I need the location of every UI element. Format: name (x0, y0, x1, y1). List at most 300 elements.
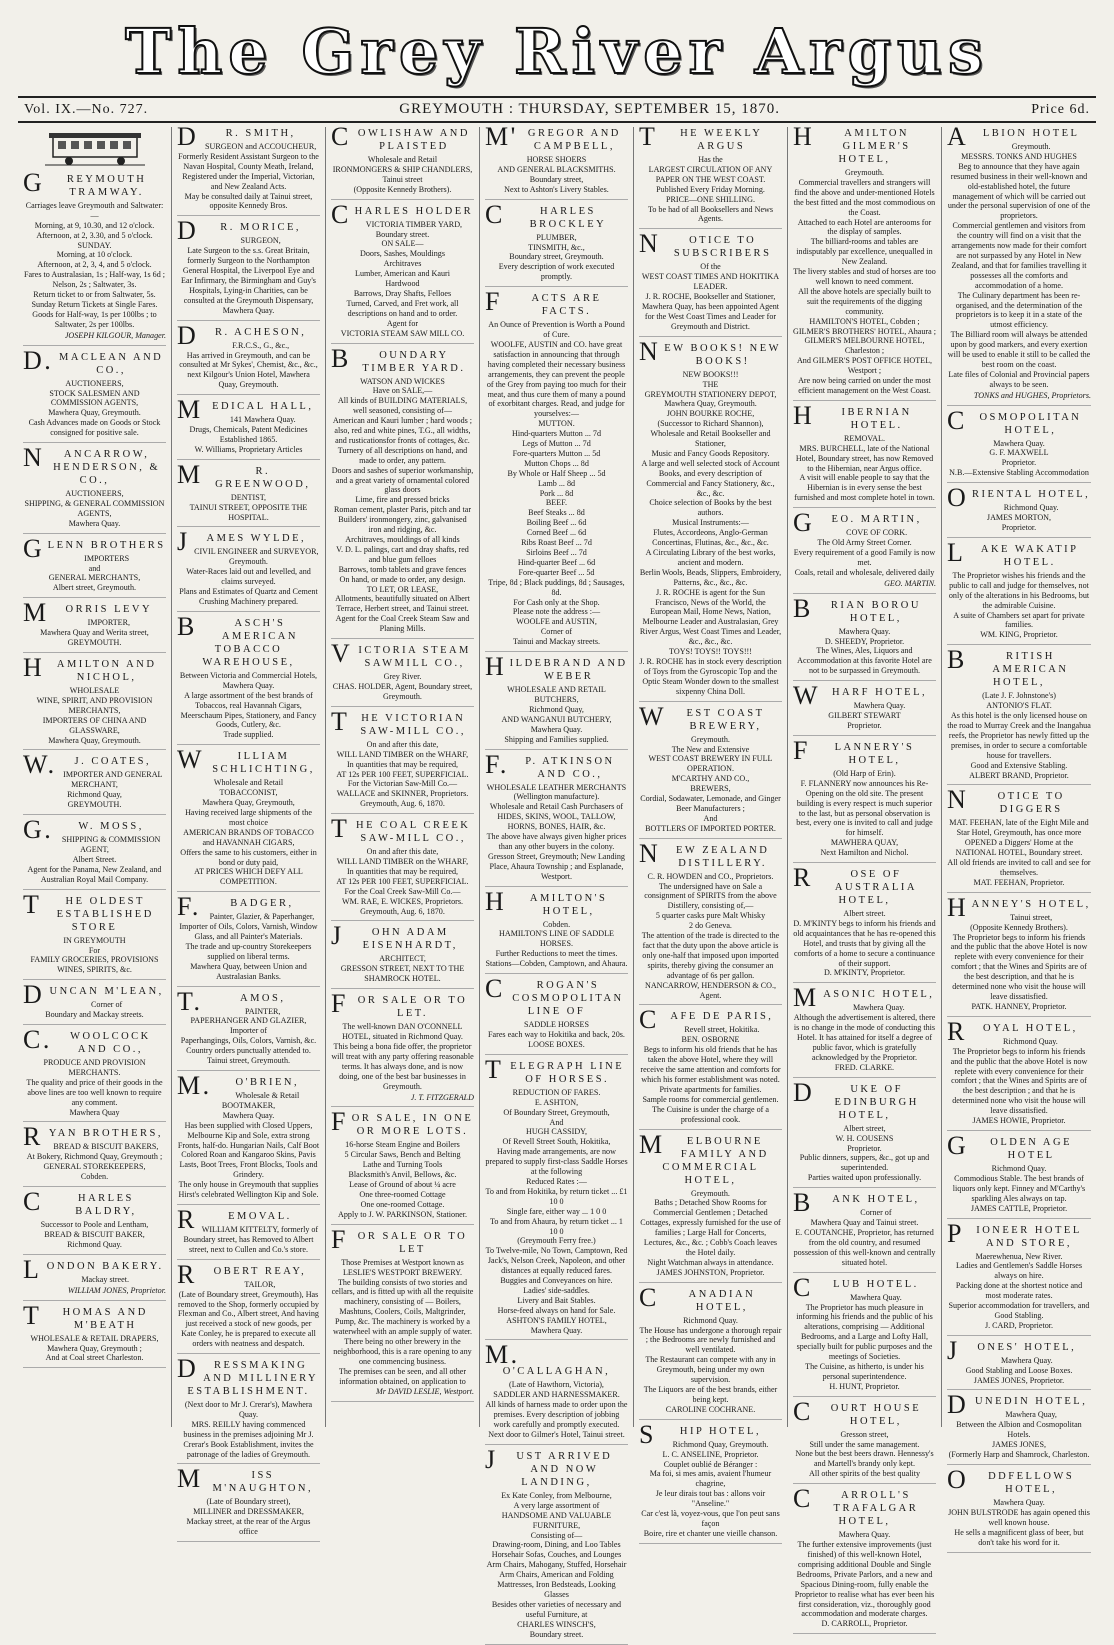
advertisement-heading: THE VICTORIAN SAW-MILL CO., (331, 706, 467, 737)
advertisement-heading: FLANNERY'S HOTEL, (793, 735, 915, 766)
advertisement (793, 863, 936, 983)
advertisement-line: WALLACE and SKINNER, Proprietors. (336, 789, 469, 799)
advertisement-line: IRONMONGERS & SHIP CHANDLERS, (332, 164, 473, 174)
advertisement-line: On and after this date, (366, 739, 439, 749)
advertisement-line: American and Kauri lumber ; hard woods ; also, red and white pines, T.G., all widths, and rusticationsfor fronts of cottages, &c. (332, 416, 473, 445)
advertisement-line: The New and Extensive (671, 744, 750, 754)
advertisement-line: PATK. HANNEY, Proprietor. (971, 1001, 1067, 1011)
advertisement-line: AMERICAN BRANDS OF TOBACCO and HAVANNAH CIGARS, (183, 827, 314, 847)
advertisement-line: To Twelve-mile, No Town, Camptown, Red Jack's, Nelson Creek, Napoleon, and other distances at equally reduced fares. (485, 1246, 628, 1276)
advertisement-line: On hand, or made to order, any design. (339, 574, 466, 584)
advertisement-line: F.R.C.S., G., &c., (232, 340, 290, 350)
advertisement-line: Fore-quarter Beef ... 5d (518, 567, 595, 577)
advertisement-heading: GEO. MARTIN, (793, 508, 922, 538)
advertisement-line: Plans and Estimates of Quartz and Cement Crushing Machinery prepared. (179, 587, 318, 606)
advertisement-heading: DR. MORICE, (177, 216, 301, 246)
advertisement-line: SHIPPING & COMMISSION AGENT, (61, 835, 161, 854)
advertisement-line: None but the best beers drawn. Hennessy's and Martell's brandy only kept. (795, 1449, 934, 1469)
advertisement-line: VICTORIA TIMBER YARD, (365, 219, 463, 229)
advertisement-line: MAT. FEEHAN, Proprietor. (973, 877, 1065, 887)
advertisement-line: One three-roomed Cottage (359, 1189, 446, 1199)
advertisement-line: Further Reductions to meet the times. (495, 949, 618, 959)
advertisement-line: Choice selection of Books by the best authors. (649, 498, 772, 518)
column-1 (18, 127, 172, 1427)
advertisement-line: Arm Chairs, American and Folding (499, 1570, 614, 1580)
advertisement-line: Mawhera Quay. (838, 1530, 891, 1540)
advertisement-heading: NEW ZEALAND DISTILLERY. (639, 838, 770, 869)
advertisement (793, 1077, 936, 1188)
advertisement-heading: HANNEY'S HOTEL, (947, 892, 1091, 922)
advertisement-line: and (88, 563, 101, 573)
advertisement-line: (Late of Hawthorn, Victoria), (509, 1380, 604, 1390)
advertisement-line: Mawhera Quay, Greymouth ; (47, 1343, 142, 1353)
advertisement-line: TAILOR, (244, 1279, 276, 1289)
advertisement-line: Fares each way to Hokitika and back, 20s. (488, 1030, 625, 1039)
advertisement-line: Still under the same management. (809, 1439, 920, 1449)
advertisement-line: Richmond Quay. (67, 1239, 122, 1249)
advertisement-signature: TONKS and HUGHES, Proprietors. (973, 390, 1091, 400)
advertisement-line: PAINTER, (245, 1006, 281, 1016)
advertisement (793, 681, 936, 736)
advertisement-line: BREWERS, (690, 784, 731, 794)
advertisement-line: Consisting of— (530, 1530, 583, 1540)
column-6 (788, 122, 942, 1629)
advertisement (177, 459, 320, 528)
advertisement-line: TOYS! TOYS!! TOYS!!! (669, 647, 752, 657)
advertisement-heading: COSMOPOLITAN HOTEL, (947, 405, 1082, 436)
advertisement-heading: WHARF HOTEL, (793, 681, 928, 711)
advertisement-heading: ROSE OF AUSTRALIA HOTEL, (793, 863, 917, 907)
advertisement-heading: HAMILTON GILMER'S HOTEL, (793, 122, 911, 165)
advertisement-line: Public dinners, suppers, &c., got up and superintended. (799, 1153, 930, 1173)
advertisement-heading: VICTORIA STEAM SAWMILL CO., (331, 639, 471, 670)
advertisement-line: The Wines, Ales, Liquors and Accommodation at this favorite Hotel are not to be surpassed in Greymouth. (797, 646, 932, 676)
advertisement-heading: CARROLL'S TRAFALGAR HOTEL, (793, 1484, 919, 1528)
advertisement-line: NANCARROW, HENDERSON & CO., Agent. (644, 980, 776, 1000)
advertisement-line: In quantities that may be required, (346, 866, 459, 876)
advertisement (23, 980, 166, 1025)
advertisement-heading: COWLISHAW AND PLAISTED (331, 122, 470, 152)
advertisement-line: Proprietor. (847, 720, 882, 730)
advertisement-line: WATSON AND WICKES (360, 376, 445, 386)
advertisement-line: 141 Mawhera Quay. (229, 415, 296, 425)
advertisement-line: MAWHERA QUAY, (830, 838, 899, 848)
advertisement-line: Of Revell Street South, Hokitika, (502, 1137, 611, 1147)
advertisement-line: Mawhera Quay. (530, 724, 583, 734)
advertisement (485, 1340, 628, 1444)
advertisement-heading: COURT HOUSE HOTEL, (793, 1396, 922, 1427)
advertisement (331, 989, 474, 1107)
advertisement-heading: THE WEEKLY ARGUS (639, 122, 763, 152)
advertisement-heading: ORIENTAL HOTEL, (947, 483, 1091, 513)
advertisement-line: 2 do Geneva. (689, 921, 732, 931)
advertisement-line: ON SALE— (381, 239, 424, 249)
advertisement-line: AUCTIONEERS, (65, 489, 124, 499)
advertisement-heading: CHARLES BROCKLEY (485, 199, 607, 230)
advertisement-line: GRESSON STREET, NEXT TO THE SHAMROCK HOTEL. (340, 964, 465, 984)
place-date: GREYMOUTH : THURSDAY, SEPTEMBER 15, 1870. (399, 101, 781, 117)
advertisement-line: AUCTIONEERS, (65, 378, 124, 388)
advertisement-heading: HAMILTON AND NICHOL, (23, 653, 157, 683)
advertisement-line: Hind-quarter Beef ... 6d (517, 557, 596, 567)
advertisement-line: For the Victorian Saw-Mill Co.— (347, 779, 458, 789)
advertisement (947, 1218, 1091, 1336)
advertisement-line: Paperhangings, Oils, Colors, Varnish, &c. (180, 1036, 317, 1046)
advertisement-line: W. Williams, Proprietary Articles (194, 444, 303, 454)
advertisement (947, 537, 1091, 645)
advertisement-line: WHOLESALE & RETAIL DRAPERS, (30, 1333, 159, 1343)
advertisement-line: Wholesale and Retail Cash Purchasers of (489, 802, 624, 812)
advertisement (639, 229, 782, 336)
advertisement (177, 986, 320, 1071)
advertisement (947, 785, 1091, 892)
advertisement-line: Lathe and Turning Tools (362, 1160, 443, 1170)
advertisement (23, 598, 166, 653)
advertisement-line: A visit will enable people to say that the Hibernian is in every sense the best furnished and most complete hotel in town. (794, 473, 935, 503)
advertisement-line: ANTONIO'S FLAT. (986, 701, 1052, 711)
advertisement-line: Importer of Oils, Colors, Varnish, Window Glass, and all Painter's Materials. (179, 922, 318, 942)
advertisement-line: Are now being carried on under the most efficient management on the West Coast. (798, 376, 931, 395)
advertisement-line: Flutes, Accordeons, Anglo-German Concertinas, Flutinas, &c., &c., &c. (652, 528, 769, 548)
advertisement-line: Ladies and Gentlemen's Saddle Horses always on hire. (956, 1261, 1082, 1281)
advertisement-heading: NANCARROW, HENDERSON, & CO., (23, 443, 161, 487)
advertisement-line: Has the (698, 155, 723, 164)
advertisement-line: Berlin Wools, Beads, Slippers, Embroidery, Patterns, &c., &c., &c. (639, 567, 782, 587)
advertisement-line: Lamb ... 8d (537, 478, 576, 488)
advertisement-line: GREYMOUTH STATIONERY DEPOT, (644, 389, 777, 399)
advertisement-line: WILL LAND TIMBER on the WHARF, (336, 857, 469, 867)
advertisement-line: Doors and sashes of superior workmanship, and a great variety of ornamental colored glass doors (331, 465, 474, 495)
advertisement-heading: F.BADGER, (177, 892, 294, 922)
advertisement-line: Afternoon, at 2, 3.30, and 5 o'clock. (36, 230, 153, 240)
advertisement-line: Successor to Poole and Lentham, (40, 1220, 149, 1230)
advertisement-line: J. R. ROCHE has in stock every description of Toys from the Gyroscopic Top and the Optic Steam Wonder down to the smallest sixpenny China Doll. (639, 656, 782, 696)
advertisement-heading: ROBERT REAY, (177, 1259, 307, 1289)
advertisement-line: AND GENERAL BLACKSMITHS. (497, 164, 616, 174)
advertisement-heading: DRESSMAKING AND MILLINERY ESTABLISHMENT. (177, 1354, 319, 1398)
advertisement (793, 983, 936, 1077)
advertisement-line: Country orders punctually attended to. (186, 1046, 311, 1056)
advertisement-line: CIVIL ENGINEER and SURVEYOR, (194, 547, 319, 557)
advertisement-line: Drugs, Chemicals, Patent Medicines (189, 425, 308, 435)
advertisement-line: Doors, Sashes, Mouldings (360, 249, 445, 259)
advertisement-heading: ALBION HOTEL (947, 122, 1080, 151)
advertisement-line: The attention of the trade is directed to the fact that the duty upon the above article is only one-half that imposed upon imported spirits, thereby giving the consumer an advantage of 6s per gallon. (641, 931, 780, 980)
advertisement-heading: MASONIC HOTEL, (793, 983, 935, 1013)
advertisement-line: IMPORTERS OF CHINA AND GLASSWARE, (42, 715, 147, 735)
advertisement-line: Sunday Return Tickets at Single Fares. (31, 299, 158, 309)
advertisement (947, 405, 1091, 484)
advertisement (639, 1129, 782, 1283)
advertisement-line: Stations—Cobden, Camptown, and Ahaura. (485, 959, 628, 969)
advertisement (485, 974, 628, 1055)
advertisement-line: HUGH CASSIDY, (525, 1127, 587, 1137)
advertisement (331, 122, 474, 200)
advertisement-line: Roman cement, plaster Paris, pitch and tar (333, 505, 472, 515)
advertisement-line: The Cuisine, as hitherto, is under his personal superintendence. (805, 1361, 924, 1381)
advertisement (331, 706, 474, 814)
advertisement-line: D. CARROLL, Proprietor. (821, 1619, 908, 1629)
advertisement-line: Besides other varieties of necessary and useful Furniture, at (491, 1599, 622, 1619)
advertisement-line: Between the Albion and Cosmopolitan Hotels. (956, 1420, 1082, 1440)
advertisement-line: NEW BOOKS!!! (682, 369, 739, 379)
advertisement-heading: WEST COAST BREWERY, (639, 701, 765, 732)
advertisement-line: Greymouth. (229, 557, 268, 567)
advertisement-line: Mawhera Quay. (850, 1292, 902, 1302)
advertisement-line: Barrows, Dray Shafts, Felloes (353, 288, 452, 298)
advertisement-line: A very large assortment of (513, 1500, 600, 1510)
advertisement-line: Mawhera Quay, Greymouth, (202, 798, 295, 808)
advertisement-line: L. C. ANSELINE, Proprietor. (662, 1449, 759, 1459)
advertisement-heading: WILLIAM SCHLICHTING, (177, 745, 315, 776)
advertisement-line: GENERAL STOREKEEPERS, (43, 1162, 146, 1172)
advertisement-line: Boundary street. (529, 1629, 584, 1639)
advertisement-line: Single fare, either way ... 1 0 0 (506, 1206, 607, 1216)
advertisement-line: Good and Extensive Stabling. (970, 760, 1068, 770)
advertisement-line: Ma foi, si mes amis, avaient l'humeur chagrine, (649, 1469, 772, 1489)
advertisement-signature: J. T. FITZGERALD (410, 1092, 474, 1102)
advertisement-line: Wholesale and Retail (367, 155, 438, 164)
advertisement-line: Having received large shipments of the most choice (185, 807, 312, 827)
advertisement-line: Albert street, (843, 1123, 886, 1133)
advertisement-line: GILMER'S MELBOURNE HOTEL, Charleston ; (804, 336, 925, 356)
advertisement-line: Morning, at 9, 10.30, and 12 o'clock. (34, 220, 155, 230)
advertisement-line: Morning, at 10 o'clock. (56, 250, 133, 260)
advertisement-line: 16-horse Steam Engine and Boilers (345, 1140, 460, 1150)
advertisement-line: Turnery of all descriptions on hand, and made to order, any pattern. (337, 445, 468, 465)
advertisement-line: Musical Instruments:— (672, 518, 749, 528)
advertisement-line: CHARLES WINSCH'S, (517, 1619, 596, 1629)
advertisement (23, 1025, 166, 1122)
advertisement-line: D. M'KINTY, Proprietor. (823, 968, 906, 978)
advertisement (947, 1016, 1091, 1131)
advertisement-line: Agent for the Panama, New Zealand, and Australian Royal Mail Company. (27, 864, 162, 884)
advertisement-line: The Proprietor begs to inform his friends and the public that the above Hotel is now replete with every convenience for their comfort ; that the Wines and Spirits are of the best description ; and that he is determined none who visit the house will leave dissatisfied. (950, 1046, 1088, 1116)
advertisement (23, 750, 166, 815)
advertisement-line: Boundary and Mackay streets. (45, 1010, 144, 1020)
advertisement (485, 287, 628, 652)
advertisement-line: Hardwood (385, 279, 420, 289)
advertisement-heading: MELBOURNE FAMILY AND COMMERCIAL HOTEL, (639, 1129, 769, 1186)
advertisement-line: The Cuisine is under the charge of a professional cook. (652, 1104, 769, 1124)
advertisement (177, 216, 320, 320)
advertisement-line: Greymouth, Aug. 6, 1870. (360, 799, 445, 809)
advertisement-line: BREAD & BISCUIT BAKERS, (53, 1142, 159, 1152)
advertisement-heading: F.P. ATKINSON AND CO., (485, 749, 615, 780)
advertisement-line: G. F. MAXWELL (989, 448, 1049, 458)
advertisement-heading: JAMES WYLDE, (177, 527, 307, 557)
advertisement-line: For the Coal Creek Saw-Mill Co.— (344, 886, 461, 896)
advertisement-line: Tainui street (382, 174, 423, 184)
advertisement-line: Mawhera Quay, Greymouth. (664, 399, 757, 409)
advertisement-line: Corner of (91, 1000, 123, 1010)
advertisement-line: Lumber, American and Kauri (355, 269, 450, 279)
advertisement-line: Legs of Mutton ... 7d (522, 439, 591, 449)
advertisement-line: Commercial travellers and strangers will find the above and under-mentioned Hotels the best fitted and the most commodious on the Coast. (793, 177, 936, 217)
advertisement-heading: BRITISH AMERICAN HOTEL, (947, 645, 1069, 689)
advertisement (485, 1444, 628, 1645)
advertisement-line: Offers the same to his customers, either in bond or duty paid, (180, 847, 317, 867)
advertisement-line: For (88, 945, 101, 955)
advertisement (331, 639, 474, 707)
advertisement-line: Mawhera Quay, Greymouth. (48, 408, 141, 418)
advertisement-line: Between Victoria and Commercial Hotels, Mawhera Quay. (179, 670, 318, 690)
advertisement-heading: JONES' HOTEL, (947, 1335, 1077, 1365)
newspaper-title: The Grey River Argus (125, 14, 989, 88)
advertisement-line: CAROLINE COCHRANE. (665, 1404, 756, 1414)
advertisement-line: Horse-feed always on hand for Sale. (497, 1305, 616, 1315)
advertisement-heading: T.AMOS, (177, 986, 286, 1016)
advertisement-heading: M.O'BRIEN, (177, 1071, 300, 1100)
advertisement (793, 400, 936, 508)
advertisement-heading: FOR SALE OR TO LET (331, 1224, 468, 1255)
advertisement-line: A Circulating Library of the best works, ancient and modern. (645, 548, 776, 567)
advertisement-line: MERCHANTS. (68, 1067, 121, 1077)
advertisement-line: Mawhera Quay, (1005, 1410, 1057, 1420)
column-4 (480, 122, 634, 1639)
advertisement (177, 1204, 320, 1260)
advertisement-line: Mawhera Quay. (1001, 1355, 1053, 1365)
column-7 (942, 122, 1096, 1547)
advertisement (793, 122, 936, 401)
advertisement-line: MAT. FEEHAN, late of the Eight Mile and Star Hotel, Greymouth, has once more OPENED a Diggers' Home at the NATIONAL HOTEL, Boundary street. (949, 818, 1089, 858)
advertisement (177, 745, 320, 892)
advertisement (23, 889, 166, 981)
tram-car-icon (45, 129, 145, 167)
advertisement-line: Mawhera Quay. (853, 701, 906, 711)
advertisement-line: Greymouth. (845, 168, 884, 177)
advertisement-line: Builders' ironmongery, zinc, galvanised iron and ridging, &c. (338, 515, 467, 535)
advertisement-line: LESLIE'S WESTPORT BREWERY. (342, 1267, 463, 1277)
advertisement (639, 336, 782, 702)
advertisement-line: Water-Races laid out and levelled, and claims surveyed. (186, 567, 311, 587)
advertisement-heading: DUNCAN M'LEAN, (23, 980, 164, 1010)
advertisement-line: HAMILTON'S LINE OF SADDLE HORSES. (499, 929, 614, 949)
advertisement-line: The Proprietor begs to inform his friends and the public that the above Hotel is now replete with every convenience for their comfort ; that the Wines and Spirits are of the best description, and that he is determined none who visit the house will leave dissatisfied. (950, 932, 1088, 1001)
advertisement-line: Baths ; Detached Show Rooms for Commercial Gentlemen ; Detached Cottages, expressly furnished for the use of families ; Large Hall for Concerts, Lectures, &c., &c. ; Cobb's Coach leaves the Hotel daily. (640, 1198, 781, 1257)
advertisement-line: SUNDAY. (77, 240, 112, 250)
advertisement (177, 892, 320, 986)
advertisement-line: Tainui street, Greymouth. (206, 1056, 291, 1066)
advertisement (485, 652, 628, 749)
advertisement-line: REDUCTION OF FARES. (512, 1087, 601, 1097)
advertisement-line: JAMES MORTON, (986, 513, 1052, 523)
advertisement-columns (18, 122, 1096, 1639)
advertisement-line: SHIPPING, & GENERAL COMMISSION AGENTS, (24, 498, 165, 518)
advertisement-line: Goods for Half-way, 1s per 100lbs ; to Saltwater, 2s per 100lbs. (32, 309, 157, 329)
advertisement (177, 122, 320, 216)
advertisement (485, 199, 628, 288)
advertisement-line: Horsehair Sofas, Couches, and Lounges (491, 1550, 622, 1560)
advertisement (177, 1464, 320, 1542)
advertisement-line: ARCHITECT, (379, 954, 426, 964)
advertisement-signature: Mr DAVID LESLIE, Westport. (376, 1387, 474, 1397)
advertisement-line: Next Hamilton and Nichol. (820, 848, 909, 858)
advertisement (23, 1122, 166, 1187)
advertisement-line: Wholesale and Retail (213, 778, 284, 788)
advertisement-line: (Next door to Mr J. Crerar's), Mawhera Quay. (184, 1400, 313, 1419)
advertisement-heading: LAKE WAKATIP HOTEL. (947, 537, 1079, 568)
advertisement-line: HIDES, SKINS, WOOL, TALLOW, HORNS, BONES, HAIR, &c. (497, 812, 616, 832)
advertisement-signature: GEO. MARTIN. (884, 578, 936, 588)
advertisement-line: Mawhera Quay and Werita street, (40, 628, 149, 638)
advertisement-line: BEEF. (545, 498, 568, 508)
column-5 (634, 122, 788, 1538)
advertisement (793, 1396, 936, 1485)
advertisement-line: Of the (700, 262, 721, 272)
advertisement-line: The Liquors are of the best brands, either being kept. (643, 1385, 778, 1404)
advertisement-line: To and from Ahaura, by return ticket ... 1 10 0 (490, 1216, 623, 1236)
advertisement-line: Although the advertisement is altered, there is no change in the mode of conducting this Hotel. It has attained for itself a degree of public favor, which is gratefully acknowledged by the Proprietor. (793, 1013, 936, 1062)
advertisement (331, 343, 474, 640)
advertisement-heading: D.MACLEAN AND CO., (23, 345, 164, 376)
advertisement (793, 1188, 936, 1272)
advertisement-line: Tainui and Mackay streets. (512, 637, 601, 647)
advertisement-line: Richmond Quay. (991, 1163, 1047, 1173)
advertisement-line: IMPORTER, (87, 618, 131, 628)
advertisement-line: At Bokery, Richmond Quay, Greymouth ; (26, 1152, 163, 1162)
advertisement-line: The quality and price of their goods in the above lines are too well known to require any comment. (26, 1077, 163, 1107)
advertisement-heading: CLUB HOTEL. (793, 1272, 919, 1302)
advertisement-line: The House has undergone a thorough repair ; the Bedrooms are newly furnished and well ventilated. (639, 1325, 782, 1355)
advertisement (947, 1335, 1091, 1391)
advertisement-line: CHAS. HOLDER, Agent, Boundary street, Greymouth. (332, 681, 473, 701)
advertisement-line: (Successor to Richard Shannon), (657, 419, 764, 429)
advertisement-line: Arm Chairs, Mahogany, Stuffed, Horsehair (486, 1560, 627, 1570)
advertisement (793, 735, 936, 863)
advertisement-line: IMPORTERS (84, 553, 130, 563)
advertisement-line: Corner of (540, 627, 573, 637)
advertisement-line: As this hotel is the only licensed house on the road to Murray Creek and the Inangahua reefs, the Proprietor has newly fitted up the premises, in order to secure a comfortable house for travellers. (947, 711, 1091, 760)
advertisement-line: Beef Steaks ... 8d (528, 508, 585, 518)
advertisement-line: The further extensive improvements (just finished) of this well-known Hotel, comprising additional Double and Single Bedrooms, Private Parlors, and a new and Spacious Dining-room, fully enable the Proprietor to realise what has ever been his first consideration, viz., thoroughly good accommodation and moderate charges. (794, 1540, 935, 1619)
advertisement-line: N.B.—Extensive Stabling Accommodation (949, 468, 1089, 478)
advertisement-line: Greymouth. (1011, 142, 1051, 151)
advertisement (947, 1390, 1091, 1465)
advertisement-heading: C.WOOLCOCK AND CO., (23, 1025, 151, 1056)
advertisement-heading: THOMAS AND M'BEATH (23, 1300, 148, 1331)
advertisement-line: Has been supplied with Closed Uppers, Melbourne Kip and Sole, extra strong Fronts, half-do. Hungarian Nails, Calf Boot Colored Roan and Kangaroo Skins, Pavis Lasts, Boot Trees, Front Blocks, Tools and Grindery. (177, 1120, 320, 1180)
advertisement-line: The Culinary department has been re-organised, and the determination of the proprietors is to keep it in a state of the utmost efficiency. (955, 290, 1083, 330)
advertisement-line: Richmond Quay. (1003, 503, 1059, 513)
advertisement-line: The billiard-rooms and tables are indisputably par excellence, unequalled in New Zealand. (796, 237, 933, 267)
advertisement-line: Music and Fancy Goods Repository. (651, 448, 770, 458)
advertisement-line: MILLINER and DRESSMAKER, (193, 1507, 304, 1517)
advertisement (23, 1300, 166, 1369)
advertisement-heading: TELEGRAPH LINE OF HORSES. (485, 1054, 625, 1085)
advertisement-heading: BANK HOTEL, (793, 1188, 920, 1218)
advertisement-line: TOBACCONIST, (219, 788, 278, 798)
advertisement-line: Boire, rire et chanter une vieille chanson. (643, 1528, 778, 1538)
advertisement-line: BREAD & BISCUIT BAKER, (44, 1230, 145, 1239)
advertisement-line: Tripe, 8d ; Black puddings, 8d ; Sausages, 8d. (488, 577, 625, 597)
advertisement (177, 611, 320, 745)
advertisement-line: FAMILY GROCERIES, PROVISIONS WINES, SPIRITS, &c. (30, 955, 159, 975)
advertisement (793, 1484, 936, 1634)
advertisement (639, 1282, 782, 1420)
advertisement-line: V. D. L. palings, cart and dray shafts, red and blue gum felloes (336, 544, 469, 564)
advertisement-line: MRS. REILLY having commenced business in the premises adjoining Mr J. Crerar's Book Establishment, invites the patronage of the ladies of Greymouth. (183, 1419, 314, 1459)
advertisement-line: Mutton Chops ... 8d (524, 458, 589, 468)
advertisement-line: HANDSOME AND VALUABLE FURNITURE, (501, 1510, 612, 1530)
advertisement-line: Night Watchman always in attendance. (647, 1257, 774, 1267)
advertisement (639, 838, 782, 1006)
advertisement-heading: DR. SMITH, (177, 122, 296, 151)
advertisement-line: (Wellington manufacture). (513, 792, 600, 802)
advertisement-line: All kinds of BUILDING MATERIALS, well seasoned, consisting of— (337, 396, 468, 416)
advertisement (177, 1354, 320, 1464)
advertisement-line: JOHN BOURKE ROCHE, (666, 409, 755, 419)
